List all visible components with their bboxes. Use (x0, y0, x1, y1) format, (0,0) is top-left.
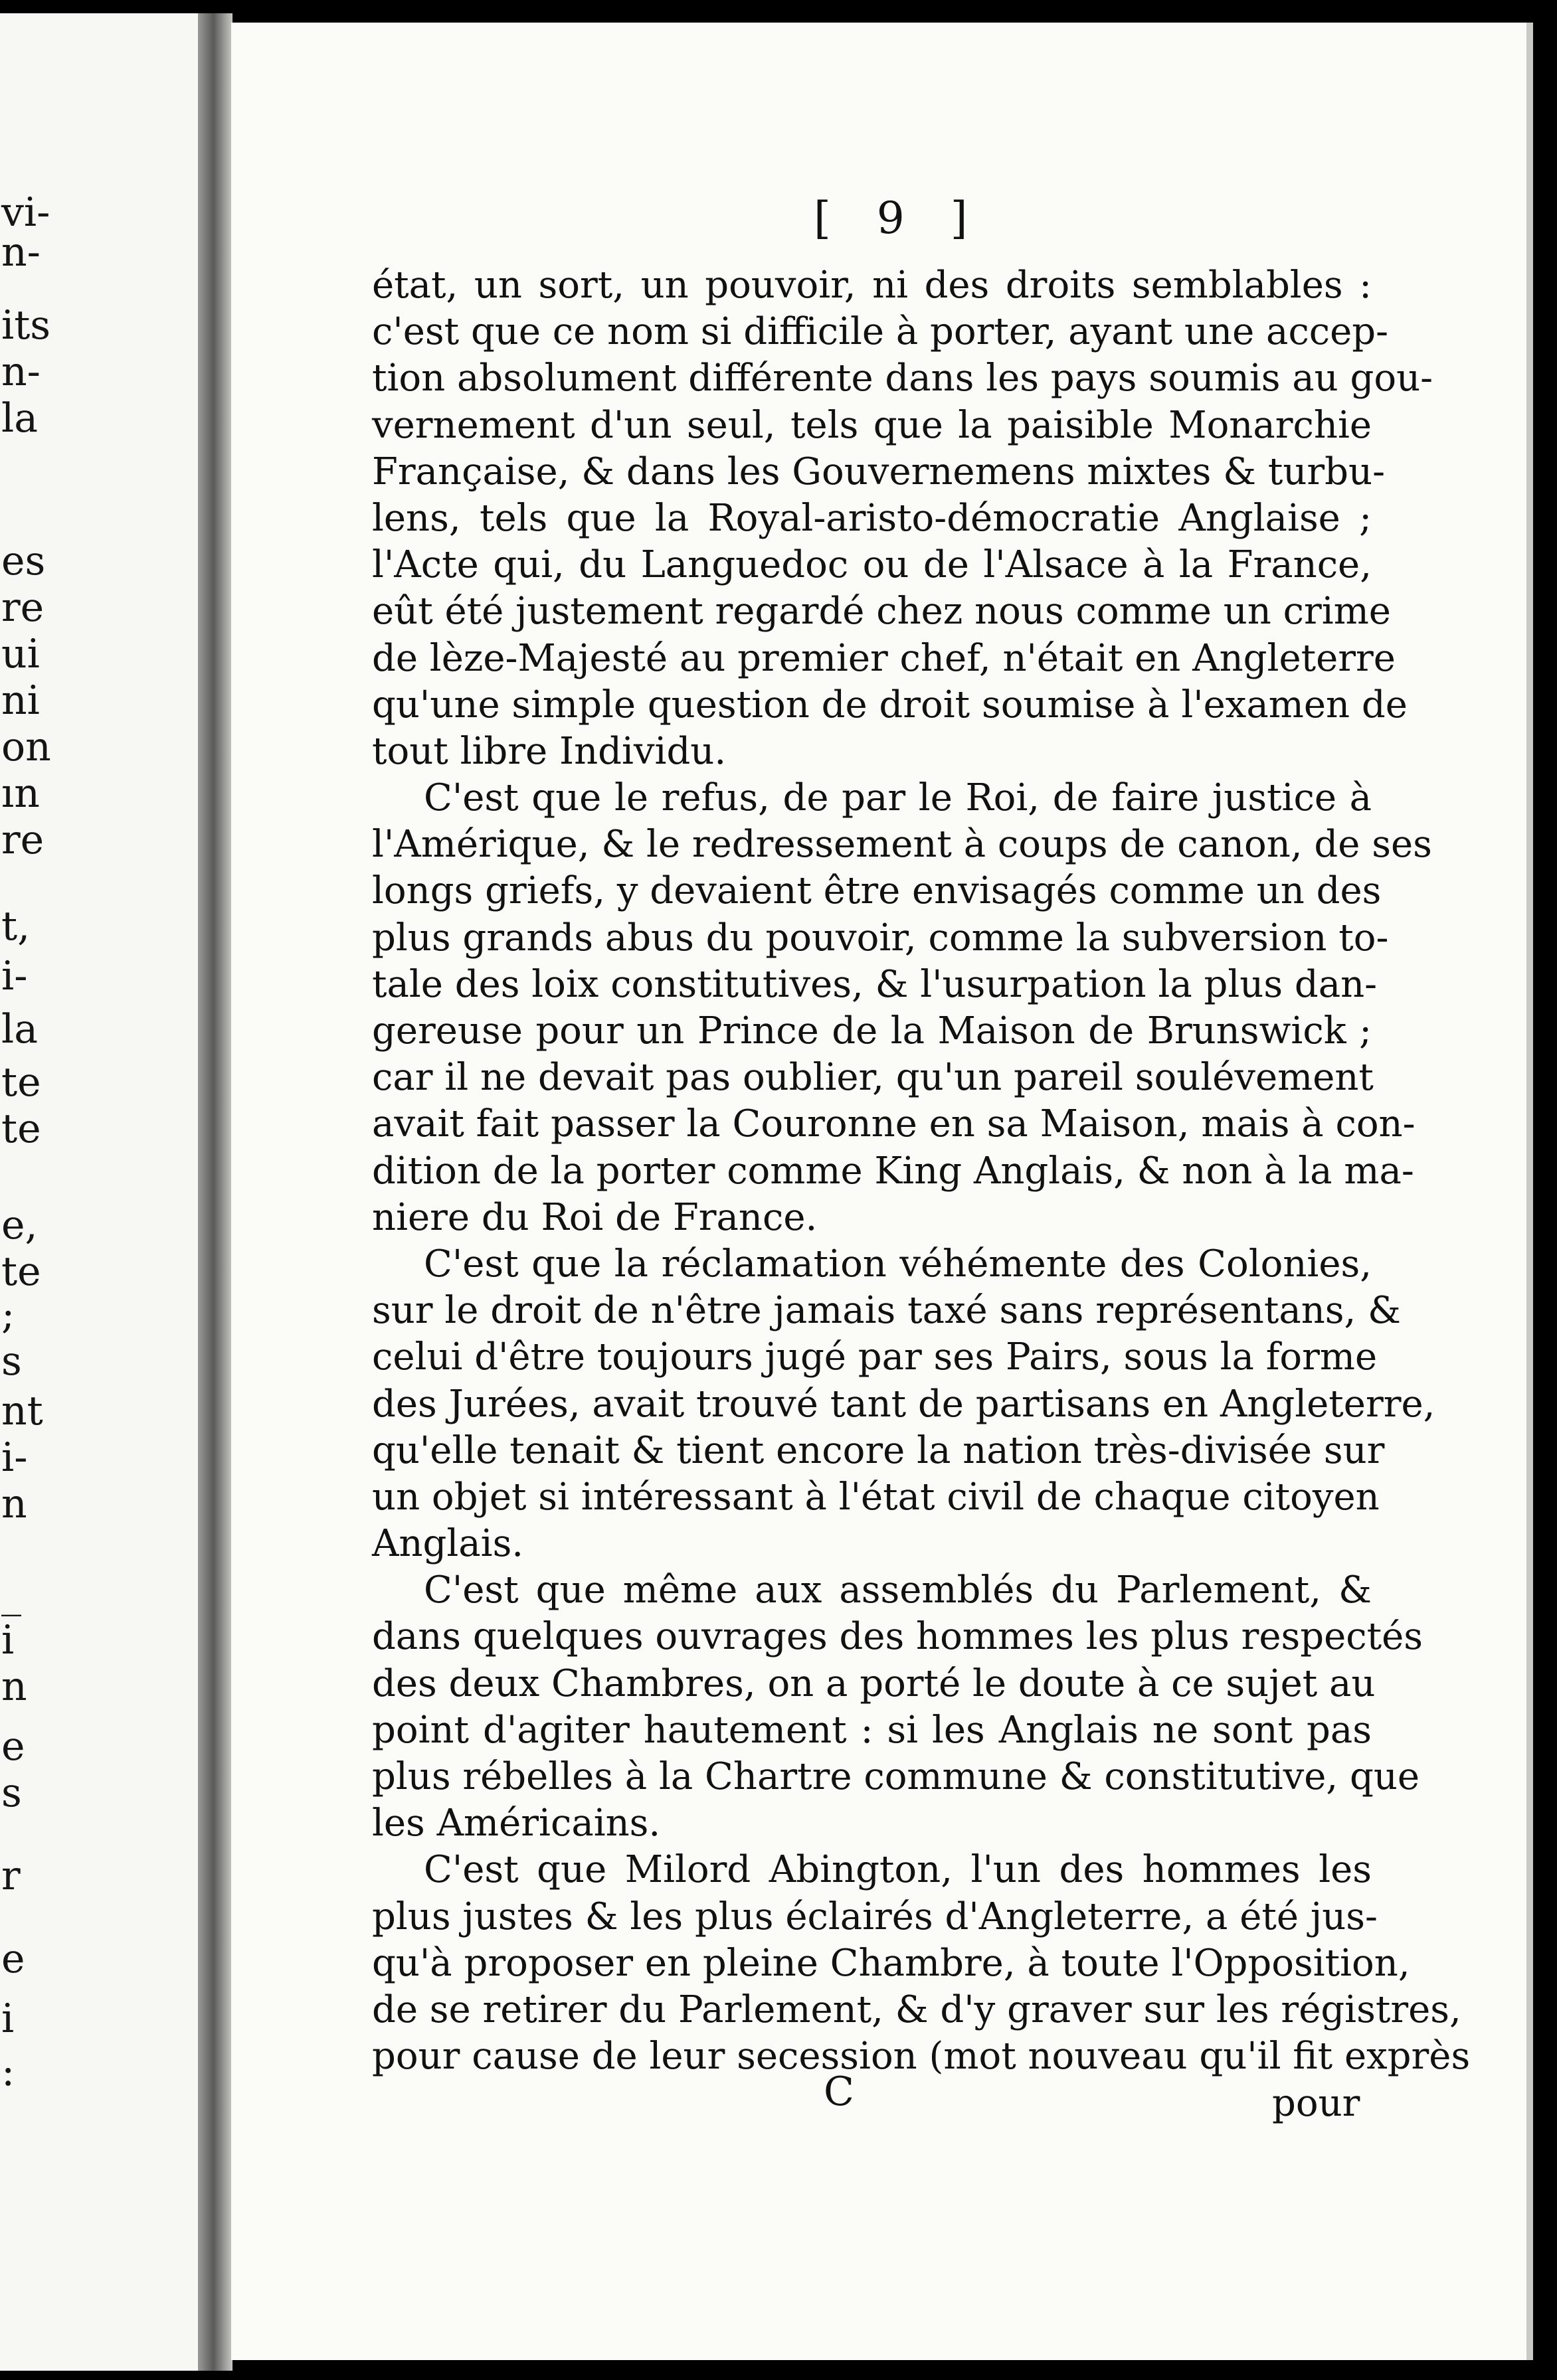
facing-page-fragment: la (1, 1006, 38, 1053)
text-line: eût été justement regardé chez nous comme un crime (372, 590, 1391, 634)
facing-page-fragment: i- (1, 1434, 28, 1481)
catchword: pour (1272, 2082, 1360, 2125)
text-line: l'Amérique, & le redressement à coups de canon, de ses (372, 823, 1432, 867)
text-line: état, un sort, un pouvoir, ni des droits semblables : (372, 264, 1372, 307)
text-line: lens, tels que la Royal-aristo-démocratie Anglaise ; (372, 496, 1372, 540)
text-line: C'est que la réclamation véhémente des Colonies, (424, 1242, 1372, 1286)
text-line: sur le droit de n'être jamais taxé sans représentans, & (372, 1289, 1401, 1333)
facing-page-fragment: es (1, 538, 46, 584)
facing-page-fragment: n- (1, 349, 41, 395)
text-line: Anglais. (372, 1522, 524, 1566)
page-number: [ 9 ] (814, 193, 984, 244)
facing-page-fragment: e (1, 1723, 25, 1770)
facing-page-fragment: ui (1, 631, 40, 677)
text-line: des Jurées, avait trouvé tant de partisans en Angleterre, (372, 1382, 1435, 1426)
text-line: longs griefs, y devaient être envisagés comme un des (372, 869, 1382, 913)
facing-page-fragment: la (1, 395, 38, 442)
text-line: C'est que le refus, de par le Roi, de faire justice à (424, 776, 1372, 820)
text-line: des deux Chambres, on a porté le doute à ce sujet au (372, 1661, 1376, 1705)
text-line: qu'une simple question de droit soumise à l'examen de (372, 683, 1408, 726)
facing-page-fragment: re (1, 584, 45, 631)
text-line: avait fait passer la Couronne en sa Maison, mais à con- (372, 1102, 1416, 1146)
text-line: de lèze-Majesté au premier chef, n'était en Angleterre (372, 636, 1396, 680)
text-line: C'est que même aux assemblés du Parlement, & (424, 1569, 1372, 1612)
facing-page-fragment: e (1, 1936, 25, 1982)
body-text (372, 262, 1471, 2080)
facing-page-fragment: n (1, 1663, 27, 1710)
text-line: plus grands abus du pouvoir, comme la subversion to- (372, 916, 1389, 960)
facing-page-fragment: te (1, 1059, 41, 1106)
text-line: celui d'être toujours jugé par ses Pairs, sous la forme (372, 1335, 1378, 1379)
facing-page-fragment: n- (1, 229, 41, 276)
facing-page-fragment: ; (1, 1292, 15, 1338)
facing-page-fragment: i (1, 1617, 15, 1663)
facing-page-fragment: ni (1, 677, 40, 724)
facing-page-fragment: i (1, 1996, 15, 2042)
facing-page-fragment: e, (1, 1202, 38, 1248)
facing-page-fragment: te (1, 1248, 41, 1295)
text-line: de se retirer du Parlement, & d'y graver sur les régistres, (372, 1988, 1461, 2031)
facing-page-fragment: vi- (1, 189, 50, 236)
text-line: plus rébelles à la Chartre commune & constitutive, que (372, 1755, 1420, 1798)
facing-page-fragment: nt (1, 1388, 43, 1434)
facing-page-fragment: its (1, 302, 51, 349)
facing-page-fragment: : (1, 2049, 15, 2095)
text-line: vernement d'un seul, tels que la paisible Monarchie (372, 403, 1372, 447)
text-line: l'Acte qui, du Languedoc ou de l'Alsace à la France, (372, 543, 1372, 587)
facing-page-fragment: s (1, 1338, 22, 1385)
text-line: qu'elle tenait & tient encore la nation très-divisée sur (372, 1428, 1385, 1472)
facing-page-fragment: ın (1, 770, 40, 817)
facing-page-fragment: re (1, 817, 45, 863)
facing-page-fragment: on (1, 724, 51, 770)
text-line: pour cause de leur secession (mot nouveau qu'il fit exprès (372, 2035, 1471, 2079)
text-line: point d'agiter hautement : si les Anglais ne sont pas (372, 1708, 1372, 1752)
text-line: dition de la porter comme King Anglais, & non à la ma- (372, 1149, 1414, 1193)
facing-page-fragment: r (1, 1853, 21, 1899)
text-line: gereuse pour un Prince de la Maison de Brunswick ; (372, 1009, 1372, 1053)
text-line: qu'à proposer en pleine Chambre, à toute l'Opposition, (372, 1941, 1410, 1985)
facing-page-fragment: s (1, 1770, 22, 1816)
facing-page-fragment: _ (1, 1571, 21, 1617)
text-line: tion absolument différente dans les pays soumis au gou- (372, 357, 1433, 400)
text-line: c'est que ce nom si difficile à porter, ayant une accep- (372, 310, 1389, 354)
signature-mark: C (824, 2069, 854, 2115)
text-line: plus justes & les plus éclairés d'Angleterre, a été jus- (372, 1895, 1378, 1938)
text-line: dans quelques ouvrages des hommes les plus respectés (372, 1615, 1423, 1659)
text-line: un objet si intéressant à l'état civil de chaque citoyen (372, 1475, 1380, 1519)
facing-page-fragment: n (1, 1481, 27, 1527)
facing-page-fragment: t, (1, 903, 31, 950)
text-line: Française, & dans les Gouvernemens mixtes & turbu- (372, 450, 1386, 493)
text-line: niere du Roi de France. (372, 1195, 818, 1239)
text-line: les Américains. (372, 1802, 661, 1845)
text-line: C'est que Milord Abington, l'un des hommes les (424, 1848, 1372, 1892)
text-line: tout libre Individu. (372, 729, 727, 773)
facing-page-fragment: te (1, 1106, 41, 1152)
facing-page-fragment: i- (1, 953, 28, 999)
facing-page-strip (0, 13, 199, 2371)
text-line: car il ne devait pas oublier, qu'un pareil soulévement (372, 1056, 1374, 1100)
book-gutter (198, 13, 232, 2371)
text-line: tale des loix constitutives, & l'usurpation la plus dan- (372, 962, 1378, 1006)
